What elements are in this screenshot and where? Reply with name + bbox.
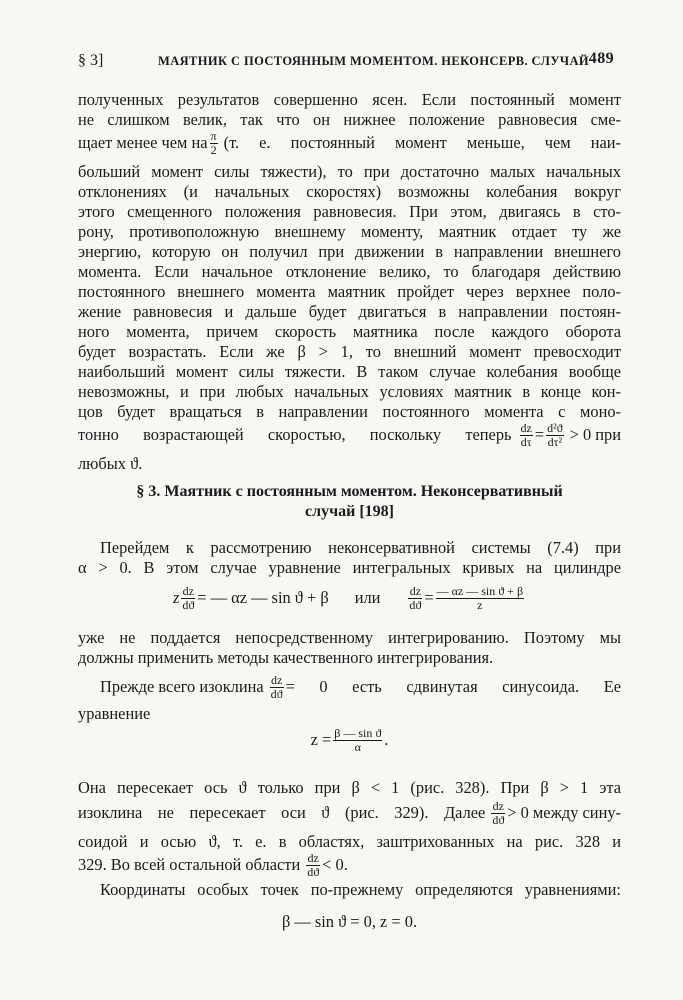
fraction-numerator: dz (270, 672, 283, 687)
text-line-with-fraction (78, 670, 621, 704)
isocline-fraction (333, 727, 382, 754)
text-line-with-fraction (78, 848, 621, 882)
fraction-denominator: dϑ (182, 597, 195, 612)
equation-isocline (78, 722, 621, 758)
fraction-numerator: dz (520, 420, 532, 435)
dz-dtheta-fraction (181, 585, 195, 612)
header-section-ref: § 3] (78, 52, 104, 69)
text-line: постоянного внешнего момента маятник пройдет через верхнее поло- (78, 282, 621, 301)
running-header (78, 50, 614, 74)
text-line: соидой и осью ϑ, т. е. в областях, заштрихованных на рис. 328 и (78, 832, 621, 851)
dz-dtheta-fraction (408, 585, 422, 612)
text-line: этого смещенного положения равновесия. При этом, двигаясь в сто- (78, 202, 621, 221)
text-line: ного момента, причем скорость маятника после каждого оборота (78, 322, 621, 341)
equation-fragment: z = (310, 730, 332, 749)
section-title: случай [198] (305, 503, 394, 520)
text-line: наибольший момент силы тяжести. В таком случае колебания вообще (78, 362, 621, 381)
fraction-denominator: 2 (210, 142, 217, 157)
pi-over-two-fraction (210, 130, 218, 157)
text-line: Она пересекает ось ϑ только при β < 1 (рис. 328). При β > 1 эта (78, 778, 621, 797)
fraction-numerator: — αz — sin ϑ + β (436, 583, 524, 598)
text-fragment: = 0 есть сдвинутая синусоида. Ее (285, 677, 621, 696)
text-line: любых ϑ. (78, 454, 143, 473)
text-line-with-fraction (78, 796, 621, 830)
text-line-with-fraction (78, 418, 621, 452)
equation-integral-curves (78, 580, 621, 616)
equation-fragment: = — αz — sin ϑ + β (197, 588, 329, 607)
dz-dtheta-fraction (491, 800, 505, 827)
text-fragment: Прежде всего изоклина (100, 677, 264, 696)
text-line: уже не поддается непосредственному интегрированию. Поэтому мы (78, 628, 621, 647)
fraction-denominator: dϑ (270, 686, 283, 701)
text-line: жение равновесия и дальше будет двигаться в направлении постоян- (78, 302, 621, 321)
fraction-numerator: dz (409, 583, 422, 598)
dz-dtheta-fraction (306, 852, 320, 879)
text-line: α > 0. В этом случае уравнение интегральных кривых на цилиндре (78, 558, 621, 577)
text-fragment: > 0 при (569, 425, 621, 444)
fraction-numerator: π (210, 128, 217, 143)
text-line: момента. Если начальное отклонение велико, то благодаря действию (78, 262, 621, 281)
text-fragment: тонно возрастающей скоростью, поскольку теперь (78, 425, 512, 444)
fraction-numerator: d²ϑ (547, 420, 563, 435)
dz-dtau-fraction (520, 422, 533, 449)
fraction-denominator: dϑ (492, 812, 505, 827)
text-line: уравнение (78, 704, 151, 723)
text-line: отклонениях (и начальных скоростях) возможны колебания вокруг (78, 182, 621, 201)
text-fragment: (т. е. постоянный момент меньше, чем наи- (223, 133, 621, 152)
text-line: невозможны, и при любых начальных условиях маятник в конце кон- (78, 382, 621, 401)
fraction-numerator: dz (307, 850, 319, 865)
fraction-denominator: dτ (520, 434, 532, 449)
text-fragment: > 0 между сину- (507, 803, 621, 822)
text-line: Координаты особых точек по-прежнему определяются уравнениями: (100, 880, 621, 899)
fraction-numerator: dz (182, 583, 194, 598)
header-running-title: МАЯТНИК С ПОСТОЯННЫМ МОМЕНТОМ. НЕКОНСЕРВ. СЛУЧАЙ (158, 54, 590, 68)
section-title: § 3. Маятник с постоянным моментом. Неконсервативный (136, 483, 563, 500)
equation-singular-points: β — sin ϑ = 0, z = 0. (281, 912, 418, 931)
text-fragment: < 0. (322, 855, 348, 874)
fraction-numerator: dz (492, 798, 504, 813)
equation-connector: или (354, 588, 381, 607)
equation-fragment: . (384, 730, 389, 749)
second-derivative-fraction (546, 422, 564, 449)
text-line: полученных результатов совершенно ясен. Если постоянный момент (78, 90, 621, 109)
equals-sign: = (424, 588, 434, 607)
fraction-denominator: z (477, 597, 483, 612)
text-line: цов будет вращаться в направлении постоянного момента с моно- (78, 402, 621, 421)
text-line: энергию, которую он получил при движении в направлении внешнего (78, 242, 621, 261)
equals-sign: = (534, 425, 545, 444)
text-fragment: щает менее чем на (78, 133, 208, 152)
page-number: 489 (588, 50, 614, 67)
text-line: должны применить методы качественного интегрирования. (78, 648, 494, 667)
text-line: больший момент силы тяжести), то при достаточно малых начальных (78, 162, 621, 181)
fraction-numerator: β — sin ϑ (334, 725, 382, 740)
rhs-fraction (436, 585, 524, 612)
text-fragment: изоклина не пересекает оси ϑ (рис. 329). Далее (78, 803, 486, 822)
text-line: будет возрастать. Если же β > 1, то внешний момент превосходит (78, 342, 621, 361)
fraction-denominator: α (354, 739, 361, 754)
fraction-denominator: dϑ (409, 597, 422, 612)
dz-dtheta-fraction (270, 674, 284, 701)
fraction-denominator: dτ² (547, 434, 563, 449)
text-line: не слишком велик, так что он нижнее положение равновесия сме- (78, 110, 621, 129)
equation-fragment: z (172, 588, 180, 607)
text-line: Перейдем к рассмотрению неконсервативной системы (7.4) при (100, 538, 621, 557)
text-line-with-fraction (78, 126, 621, 160)
text-fragment: 329. Во всей остальной области (78, 855, 301, 874)
fraction-denominator: dϑ (307, 864, 320, 879)
text-line: рону, противоположную внешнему моменту, маятник отдает ту же (78, 222, 621, 241)
